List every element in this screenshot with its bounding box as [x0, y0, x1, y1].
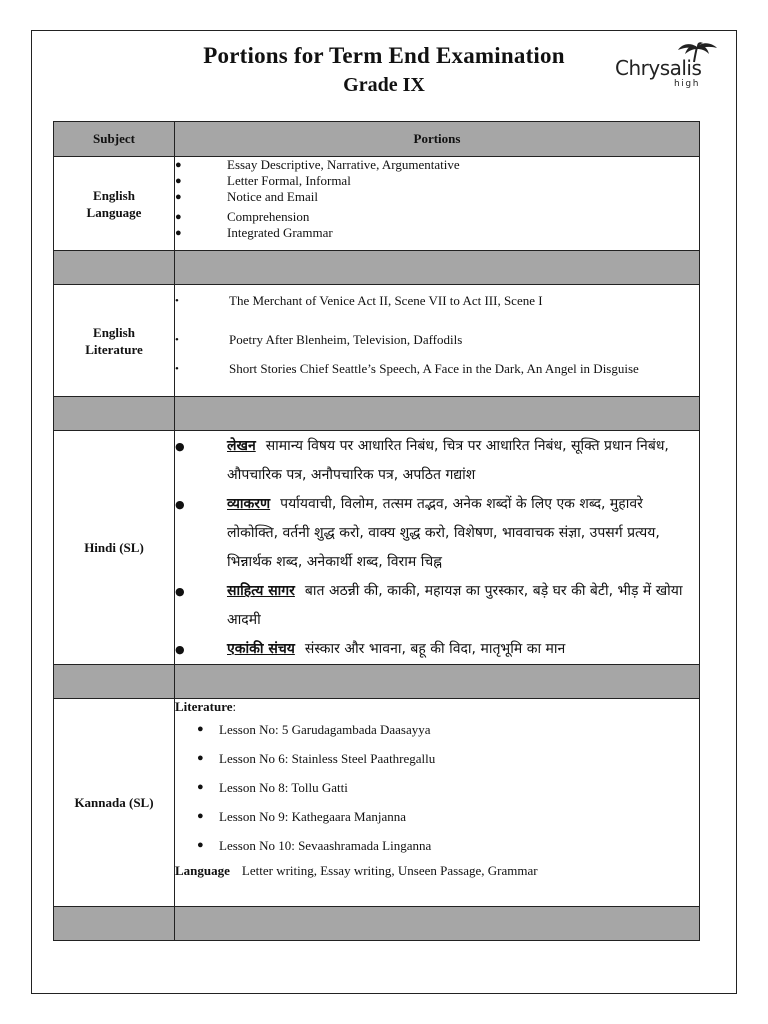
table-header-row — [54, 122, 700, 157]
list-item: ● Letter Formal, Informal — [175, 173, 351, 188]
bullet-icon: ● — [175, 498, 185, 511]
list-item: ● साहित्य सागर बात अठन्नी की, काकी, महायज्ञ का पुरस्कार, बड़े घर की बेटी, भीड़ में खोया आदमी — [175, 577, 699, 635]
english-language-list — [175, 157, 699, 241]
english-literature-list — [175, 291, 699, 379]
separator-row — [54, 251, 700, 285]
grade-label: Grade IX — [343, 74, 425, 96]
table-row — [54, 157, 700, 251]
logo-subtext: high — [674, 79, 701, 89]
list-item: ● Essay Descriptive, Narrative, Argumentative — [175, 157, 460, 172]
list-item: ● व्याकरण पर्यायवाची, विलोम, तत्सम तद्भव, अनेक शब्दों के लिए एक शब्द, मुहावरे लोकोक्ति, वर्तनी शुद्ध करो, वाक्य शुद्ध करो, विशेषण, भाववाचक संज्ञा, उपसर्ग प्रत्यय, भिन्नार्थक शब्द, अनेकार्थी शब्द, विराम चिह्न — [175, 490, 699, 577]
bullet-icon: ● — [175, 227, 182, 239]
bullet-icon: • — [175, 334, 179, 346]
list-item: ● लेखन सामान्य विषय पर आधारित निबंध, चित्र पर आधारित निबंध, सूक्ति प्रधान निबंध, औपचारिक पत्र, अनौपचारिक पत्र, अपठित गद्यांश — [175, 432, 699, 490]
bullet-icon: • — [175, 363, 179, 375]
list-item: ● Lesson No 10: Sevaashramada Linganna — [175, 831, 699, 860]
kannada-lesson-list — [175, 715, 699, 860]
bullet-icon: ● — [175, 643, 185, 656]
portions-table — [53, 121, 700, 941]
logo-wordmark: Chrysalis — [615, 56, 702, 80]
list-item: • Short Stories Chief Seattle’s Speech, A Face in the Dark, An Angel in Disguise — [175, 359, 699, 379]
subject-cell: Kannada (SL) — [54, 699, 175, 907]
separator-row — [54, 665, 700, 699]
bullet-icon: ● — [197, 723, 204, 735]
page-title: Portions for Term End Examination — [203, 43, 565, 68]
chrysalis-logo — [612, 42, 724, 90]
literature-heading: Literature: — [175, 699, 237, 714]
list-item: ● एकांकी संचय संस्कार और भावना, बहू की विदा, मातृभूमि का मान — [175, 635, 699, 664]
portions-cell — [175, 699, 700, 907]
bullet-icon: ● — [197, 810, 204, 822]
list-item: • The Merchant of Venice Act II, Scene VII to Act III, Scene I — [175, 291, 699, 311]
bullet-icon: ● — [175, 175, 182, 187]
subject-cell: English Literature — [54, 285, 175, 397]
bullet-icon: ● — [175, 159, 182, 171]
subject-column-header: Subject — [54, 122, 175, 157]
portions-cell — [175, 285, 700, 397]
bullet-icon: ● — [175, 191, 182, 203]
bullet-icon: ● — [197, 752, 204, 764]
list-item: ● Comprehension — [175, 209, 310, 224]
portions-column-header: Portions — [175, 122, 700, 157]
table-row — [54, 431, 700, 665]
hindi-list — [175, 432, 699, 664]
bullet-icon: ● — [175, 440, 185, 453]
list-item: ● Lesson No: 5 Garudagambada Daasayya — [175, 715, 699, 744]
portions-cell — [175, 431, 700, 665]
bullet-icon: ● — [197, 839, 204, 851]
subject-cell: Hindi (SL) — [54, 431, 175, 665]
subject-cell: English Language — [54, 157, 175, 251]
list-item: ● Lesson No 8: Tollu Gatti — [175, 773, 699, 802]
portions-cell — [175, 157, 700, 251]
separator-row — [54, 907, 700, 941]
table-row — [54, 699, 700, 907]
list-item: ● Notice and Email — [175, 189, 318, 204]
list-item: • Poetry After Blenheim, Television, Daffodils — [175, 330, 699, 350]
bullet-icon: ● — [175, 585, 185, 598]
table-row — [54, 285, 700, 397]
separator-row — [54, 397, 700, 431]
language-text: Letter writing, Essay writing, Unseen Passage, Grammar — [241, 863, 538, 878]
list-item: ● Lesson No 9: Kathegaara Manjanna — [175, 802, 699, 831]
language-line — [175, 862, 699, 880]
bullet-icon: ● — [197, 781, 204, 793]
bullet-icon: • — [175, 295, 179, 307]
language-label: Language — [175, 863, 230, 878]
list-item: ● Lesson No 6: Stainless Steel Paathregallu — [175, 744, 699, 773]
list-item: ● Integrated Grammar — [175, 225, 333, 240]
bullet-icon: ● — [175, 211, 182, 223]
